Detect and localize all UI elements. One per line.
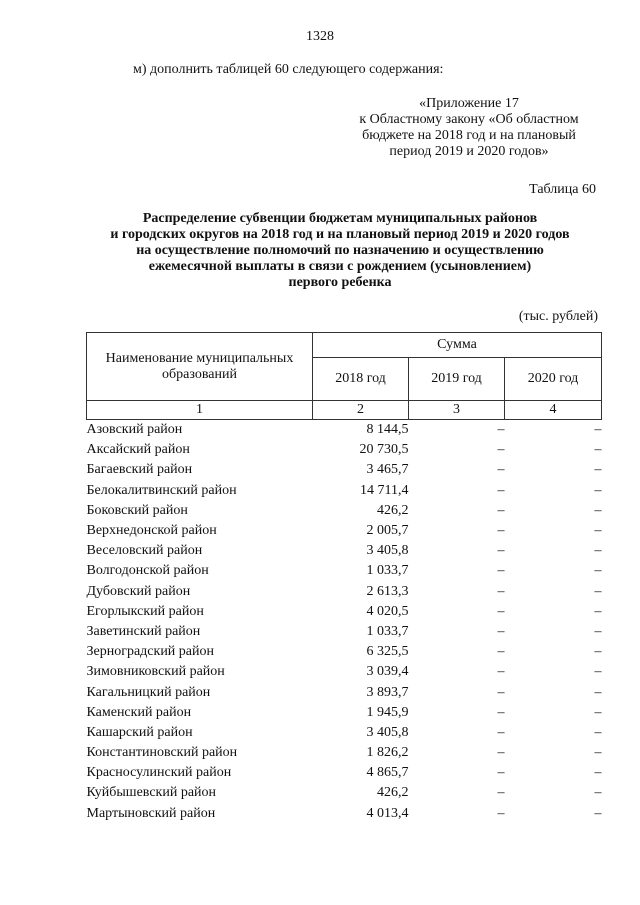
amount-2020-cell: – [594, 523, 602, 539]
amount-2020-cell: – [594, 664, 602, 680]
column-number: 1 [87, 401, 313, 420]
municipality-name-cell: Мартыновский район [86, 805, 216, 821]
intro-text: м) дополнить таблицей 60 следующего содержания: [133, 62, 444, 77]
table-row [87, 440, 602, 460]
table-row [87, 501, 602, 521]
amount-2020-cell: – [594, 724, 602, 740]
header-sum: Сумма [313, 333, 602, 358]
municipality-name-cell: Кашарский район [86, 724, 193, 740]
amount-2019-cell: – [497, 765, 505, 781]
amount-2018-cell: 1 033,7 [366, 623, 409, 639]
municipality-name-cell: Каменский район [86, 704, 192, 720]
column-number: 4 [505, 401, 602, 420]
table-row [87, 460, 602, 480]
municipality-name-cell: Зерноградский район [86, 644, 214, 660]
municipality-name-cell: Боковский район [86, 502, 188, 518]
appendix-reference [340, 96, 598, 160]
amount-2018-cell: 2 613,3 [366, 583, 409, 599]
municipality-name-cell: Азовский район [86, 422, 183, 438]
table-row [87, 541, 602, 561]
municipality-name-cell: Кагальницкий район [86, 684, 211, 700]
municipality-name-cell: Куйбышевский район [86, 785, 217, 801]
amount-2018-cell: 426,2 [377, 785, 409, 801]
column-number: 3 [409, 401, 505, 420]
amount-2019-cell: – [497, 523, 505, 539]
municipality-name-cell: Константиновский район [86, 745, 238, 761]
amount-2020-cell: – [594, 745, 602, 761]
amount-2019-cell: – [497, 785, 505, 801]
municipality-name-cell: Аксайский район [86, 442, 190, 458]
amount-2018-cell: 14 711,4 [360, 482, 409, 498]
page-number: 1328 [306, 29, 334, 44]
amount-2020-cell: – [594, 603, 602, 619]
amount-2019-cell: – [497, 623, 505, 639]
column-number: 2 [313, 401, 409, 420]
amount-2018-cell: 20 730,5 [359, 442, 409, 458]
title-line: Распределение субвенции бюджетам муниципальных районов [142, 211, 538, 226]
amount-2020-cell: – [594, 422, 602, 438]
amount-2020-cell: – [594, 442, 602, 458]
table-body [87, 420, 602, 824]
amount-2020-cell: – [594, 462, 602, 478]
municipality-name-cell: Белокалитвинский район [86, 482, 237, 498]
amount-2019-cell: – [497, 502, 505, 518]
amount-2018-cell: 1 826,2 [366, 745, 409, 761]
amount-2019-cell: – [497, 603, 505, 619]
amount-2018-cell: 3 405,8 [366, 724, 409, 740]
amount-2020-cell: – [594, 704, 602, 720]
appendix-line: бюджете на 2018 год и на плановый [362, 128, 576, 143]
header-year-2020: 2020 год [505, 358, 602, 401]
amount-2019-cell: – [497, 462, 505, 478]
amount-2019-cell: – [497, 583, 505, 599]
table-row [87, 622, 602, 642]
amount-2019-cell: – [497, 724, 505, 740]
amount-2018-cell: 1 033,7 [366, 563, 409, 579]
table-row [87, 602, 602, 622]
table-row [87, 420, 602, 441]
table-row [87, 561, 602, 581]
municipality-name-cell: Зимовниковский район [86, 664, 225, 680]
municipality-name-cell: Красносулинский район [86, 765, 232, 781]
amount-2020-cell: – [594, 543, 602, 559]
amount-2018-cell: 3 405,8 [366, 543, 409, 559]
title-line: и городских округов на 2018 год и на плановый период 2019 и 2020 годов [110, 227, 570, 242]
amount-2018-cell: 4 865,7 [366, 765, 409, 781]
table-row [87, 682, 602, 702]
header-year-2018: 2018 год [313, 358, 409, 401]
amount-2020-cell: – [594, 765, 602, 781]
amount-2019-cell: – [497, 563, 505, 579]
amount-2019-cell: – [497, 422, 505, 438]
amount-2018-cell: 4 020,5 [366, 603, 409, 619]
table-row [87, 521, 602, 541]
amount-2018-cell: 3 893,7 [366, 684, 409, 700]
municipality-name-cell: Заветинский район [86, 623, 201, 639]
amount-2018-cell: 426,2 [377, 502, 409, 518]
amount-2020-cell: – [594, 684, 602, 700]
amount-2018-cell: 1 945,9 [366, 704, 409, 720]
table-row [87, 804, 602, 824]
table-row [87, 723, 602, 743]
amount-2020-cell: – [594, 583, 602, 599]
header-name: Наименование муниципальных образований [87, 333, 313, 401]
table-row [87, 743, 602, 763]
amount-2018-cell: 8 144,5 [366, 422, 409, 438]
amount-2018-cell: 3 039,4 [366, 664, 409, 680]
amount-2018-cell: 2 005,7 [366, 523, 409, 539]
amount-2020-cell: – [594, 482, 602, 498]
amount-2020-cell: – [594, 563, 602, 579]
amount-2019-cell: – [497, 704, 505, 720]
title-line: на осуществление полномочий по назначению и осуществлению [136, 243, 544, 258]
amount-2020-cell: – [594, 805, 602, 821]
amount-2018-cell: 6 325,5 [366, 644, 409, 660]
amount-2020-cell: – [594, 623, 602, 639]
municipality-name-cell: Веселовский район [86, 543, 203, 559]
table-row [87, 703, 602, 723]
header-year-2019: 2019 год [409, 358, 505, 401]
amount-2019-cell: – [497, 745, 505, 761]
municipality-name-cell: Дубовский район [86, 583, 191, 599]
table-row [87, 582, 602, 602]
appendix-line: «Приложение 17 [419, 96, 519, 111]
amount-2020-cell: – [594, 785, 602, 801]
document-title [60, 211, 620, 291]
subvention-table [86, 332, 602, 824]
amount-2018-cell: 4 013,4 [366, 805, 409, 821]
table-number: Таблица 60 [529, 182, 596, 197]
table-row [87, 642, 602, 662]
amount-2018-cell: 3 465,7 [366, 462, 409, 478]
amount-2019-cell: – [497, 482, 505, 498]
table-row [87, 783, 602, 803]
table-row [87, 662, 602, 682]
table-header [87, 333, 602, 420]
amount-2020-cell: – [594, 644, 602, 660]
amount-2020-cell: – [594, 502, 602, 518]
amount-2019-cell: – [497, 805, 505, 821]
units-label: (тыс. рублей) [518, 309, 598, 324]
municipality-name-cell: Верхнедонской район [86, 523, 217, 539]
amount-2019-cell: – [497, 664, 505, 680]
appendix-line: к Областному закону «Об областном [359, 112, 579, 127]
amount-2019-cell: – [497, 644, 505, 660]
amount-2019-cell: – [497, 684, 505, 700]
title-line: первого ребенка [288, 275, 392, 290]
table-row [87, 763, 602, 783]
municipality-name-cell: Волгодонской район [86, 563, 209, 579]
title-line: ежемесячной выплаты в связи с рождением (усыновлением) [148, 259, 532, 274]
municipality-name-cell: Багаевский район [86, 462, 193, 478]
amount-2019-cell: – [497, 442, 505, 458]
table-row [87, 481, 602, 501]
appendix-line: период 2019 и 2020 годов» [389, 144, 549, 159]
municipality-name-cell: Егорлыкский район [86, 603, 204, 619]
amount-2019-cell: – [497, 543, 505, 559]
